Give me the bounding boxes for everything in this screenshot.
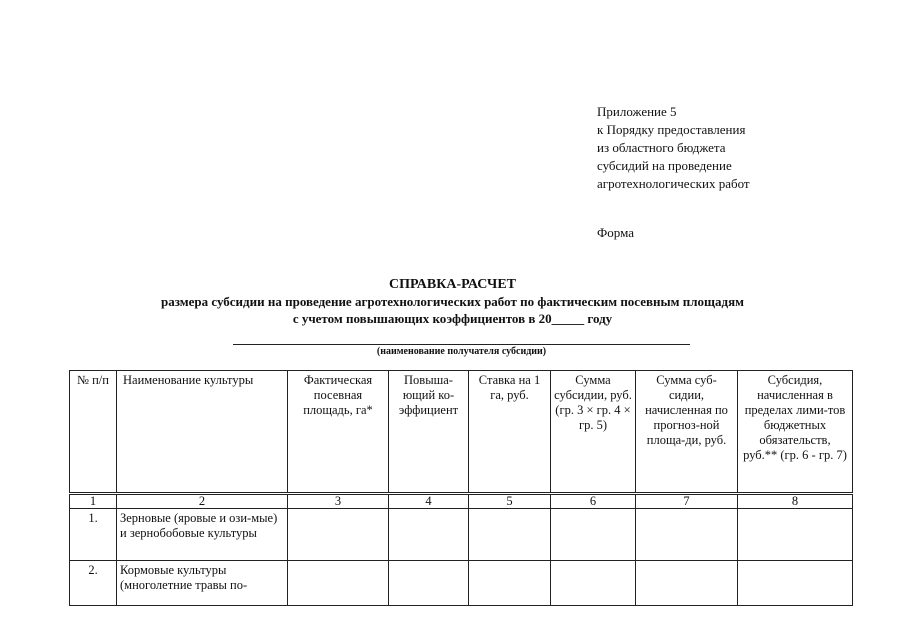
empty-cell <box>389 509 469 561</box>
empty-cell <box>288 561 389 606</box>
empty-cell <box>288 509 389 561</box>
table-row <box>70 561 853 606</box>
appendix-line: субсидий на проведение <box>597 158 732 173</box>
crop-name: Зерновые (яровые и ози-мые) и зернобобовые культуры <box>117 509 288 561</box>
header-cell: № п/п <box>70 371 117 494</box>
empty-cell <box>469 561 551 606</box>
column-number-row <box>70 494 853 509</box>
appendix-line: агротехнологических работ <box>597 176 750 191</box>
header-cell: Субсидия, начисленная в пределах лими-тов бюджетных обязательств, руб.** (гр. 6 - гр. 7) <box>738 371 853 494</box>
recipient-caption: (наименование получателя субсидии) <box>376 346 547 357</box>
subsidy-table <box>69 370 853 606</box>
header-cell: Сумма субсидии, руб. (гр. 3 × гр. 4 × гр. 5) <box>551 371 636 494</box>
form-label: Форма <box>597 225 634 240</box>
header-cell: Наименование культуры <box>117 371 288 494</box>
appendix-reference <box>597 103 750 193</box>
row-number: 2. <box>70 561 117 606</box>
crop-name: Кормовые культуры (многолетние травы по- <box>117 561 288 606</box>
empty-cell <box>636 509 738 561</box>
appendix-line: Приложение 5 <box>597 104 677 119</box>
column-number: 8 <box>738 494 853 509</box>
column-number: 5 <box>469 494 551 509</box>
empty-cell <box>551 509 636 561</box>
empty-cell <box>469 509 551 561</box>
table-header-row <box>70 371 853 494</box>
column-number: 6 <box>551 494 636 509</box>
title-line-1: СПРАВКА-РАСЧЕТ <box>388 277 517 292</box>
column-number: 7 <box>636 494 738 509</box>
empty-cell <box>738 509 853 561</box>
column-number: 3 <box>288 494 389 509</box>
appendix-line: из областного бюджета <box>597 140 726 155</box>
header-cell: Ставка на 1 га, руб. <box>469 371 551 494</box>
recipient-name-line <box>233 344 690 345</box>
empty-cell <box>636 561 738 606</box>
header-cell: Повыша-ющий ко-эффициент <box>389 371 469 494</box>
empty-cell <box>389 561 469 606</box>
title-line-2: размера субсидии на проведение агротехнологических работ по фактическим посевным площадям <box>160 294 744 309</box>
empty-cell <box>738 561 853 606</box>
header-cell: Сумма суб-сидии, начисленная по прогноз-ной площа-ди, руб. <box>636 371 738 494</box>
title-line-3: с учетом повышающих коэффициентов в 20_____ году <box>292 311 613 326</box>
column-number: 1 <box>70 494 117 509</box>
column-number: 2 <box>117 494 288 509</box>
empty-cell <box>551 561 636 606</box>
document-title <box>0 276 905 327</box>
table-row <box>70 509 853 561</box>
row-number: 1. <box>70 509 117 561</box>
appendix-line: к Порядку предоставления <box>597 122 746 137</box>
header-cell: Фактическая посевная площадь, га* <box>288 371 389 494</box>
column-number: 4 <box>389 494 469 509</box>
